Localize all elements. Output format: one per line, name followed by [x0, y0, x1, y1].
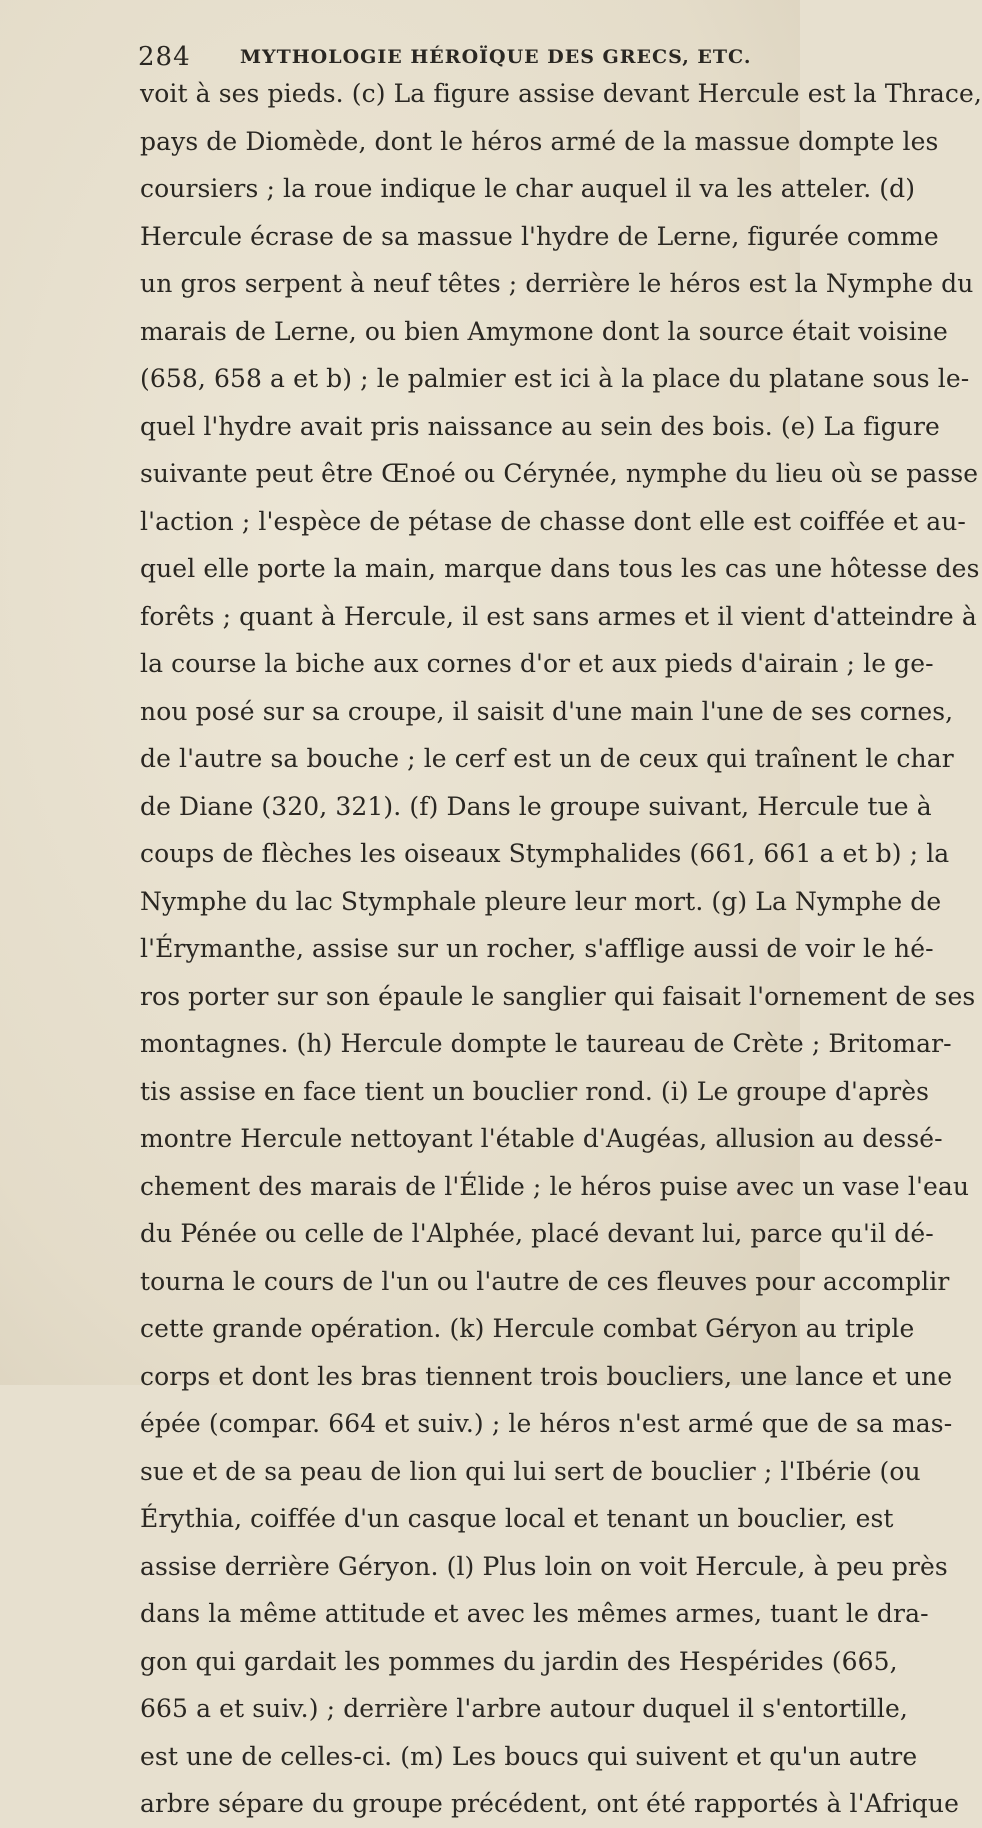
text-line: de Diane (320, 321). (f) Dans le groupe suivant, Hercule tue à: [140, 791, 932, 821]
text-line: arbre sépare du groupe précédent, ont été rapportés à l'Afrique: [140, 1789, 960, 1818]
text-line: corps et dont les bras tiennent trois boucliers, une lance et une: [140, 1361, 953, 1391]
text-line: dans la même attitude et avec les mêmes armes, tuant le dra-: [140, 1599, 929, 1628]
body-text: [140, 70, 982, 1828]
text-line: cette grande opération. (k) Hercule combat Géryon au triple: [140, 1314, 915, 1343]
text-line: quel l'hydre avait pris naissance au sein des bois. (e) La figure: [140, 411, 940, 441]
text-line: forêts ; quant à Hercule, il est sans armes et il vient d'atteindre à: [140, 601, 977, 631]
text-line: Érythia, coiffée d'un casque local et tenant un bouclier, est: [140, 1504, 894, 1533]
text-line: un gros serpent à neuf têtes ; derrière le héros est la Nymphe du: [140, 269, 974, 298]
text-line: suivante peut être Œnoé ou Cérynée, nymphe du lieu où se passe: [140, 459, 979, 488]
text-line: montre Hercule nettoyant l'étable d'Augéas, allusion au dessé-: [140, 1124, 943, 1153]
text-line: assise derrière Géryon. (l) Plus loin on voit Hercule, à peu près: [140, 1551, 948, 1581]
text-line: épée (compar. 664 et suiv.) ; le héros n'est armé que de sa mas-: [140, 1409, 953, 1438]
text-line: quel elle porte la main, marque dans tous les cas une hôtesse des: [140, 554, 980, 583]
text-line: sue et de sa peau de lion qui lui sert de bouclier ; l'Ibérie (ou: [140, 1456, 921, 1486]
text-line: est une de celles-ci. (m) Les boucs qui suivent et qu'un autre: [140, 1741, 918, 1771]
text-line: (658, 658 a et b) ; le palmier est ici à la place du platane sous le-: [140, 364, 970, 393]
text-line: du Pénée ou celle de l'Alphée, placé devant lui, parce qu'il dé-: [140, 1219, 934, 1248]
text-line: Hercule écrase de sa massue l'hydre de Lerne, figurée comme: [140, 221, 939, 251]
running-head: MYTHOLOGIE HÉROÏQUE DES GRECS, ETC.: [240, 46, 752, 68]
text-line: Nymphe du lac Stymphale pleure leur mort. (g) La Nymphe de: [140, 886, 942, 916]
text-line: tis assise en face tient un bouclier rond. (i) Le groupe d'après: [140, 1076, 930, 1106]
text-line: l'Érymanthe, assise sur un rocher, s'afflige aussi de voir le hé-: [140, 934, 934, 963]
text-line: pays de Diomède, dont le héros armé de la massue dompte les: [140, 126, 939, 156]
text-line: tourna le cours de l'un ou l'autre de ces fleuves pour accomplir: [140, 1266, 950, 1296]
text-line: 665 a et suiv.) ; derrière l'arbre autour duquel il s'entortille,: [140, 1694, 908, 1723]
text-line: voit à ses pieds. (c) La figure assise devant Hercule est la Thrace,: [140, 79, 982, 108]
text-line: nou posé sur sa croupe, il saisit d'une main l'une de ses cornes,: [140, 696, 954, 726]
text-line: gon qui gardait les pommes du jardin des Hespérides (665,: [140, 1646, 898, 1676]
text-line: marais de Lerne, ou bien Amymone dont la source était voisine: [140, 316, 948, 346]
text-line: montagnes. (h) Hercule dompte le taureau de Crète ; Britomar-: [140, 1029, 952, 1058]
text-line: ros porter sur son épaule le sanglier qui faisait l'ornement de ses: [140, 981, 976, 1011]
page-header: [138, 40, 752, 72]
text-line: l'action ; l'espèce de pétase de chasse dont elle est coiffée et au-: [140, 506, 966, 536]
text-line: coursiers ; la roue indique le char auquel il va les atteler. (d): [140, 174, 916, 203]
text-line: coups de flèches les oiseaux Stymphalides (661, 661 a et b) ; la: [140, 839, 950, 868]
text-line: la course la biche aux cornes d'or et aux pieds d'airain ; le ge-: [140, 649, 934, 678]
text-line: de l'autre sa bouche ; le cerf est un de ceux qui traînent le char: [140, 744, 954, 773]
text-line: chement des marais de l'Élide ; le héros puise avec un vase l'eau: [140, 1171, 970, 1201]
page-number: 284: [138, 42, 191, 72]
